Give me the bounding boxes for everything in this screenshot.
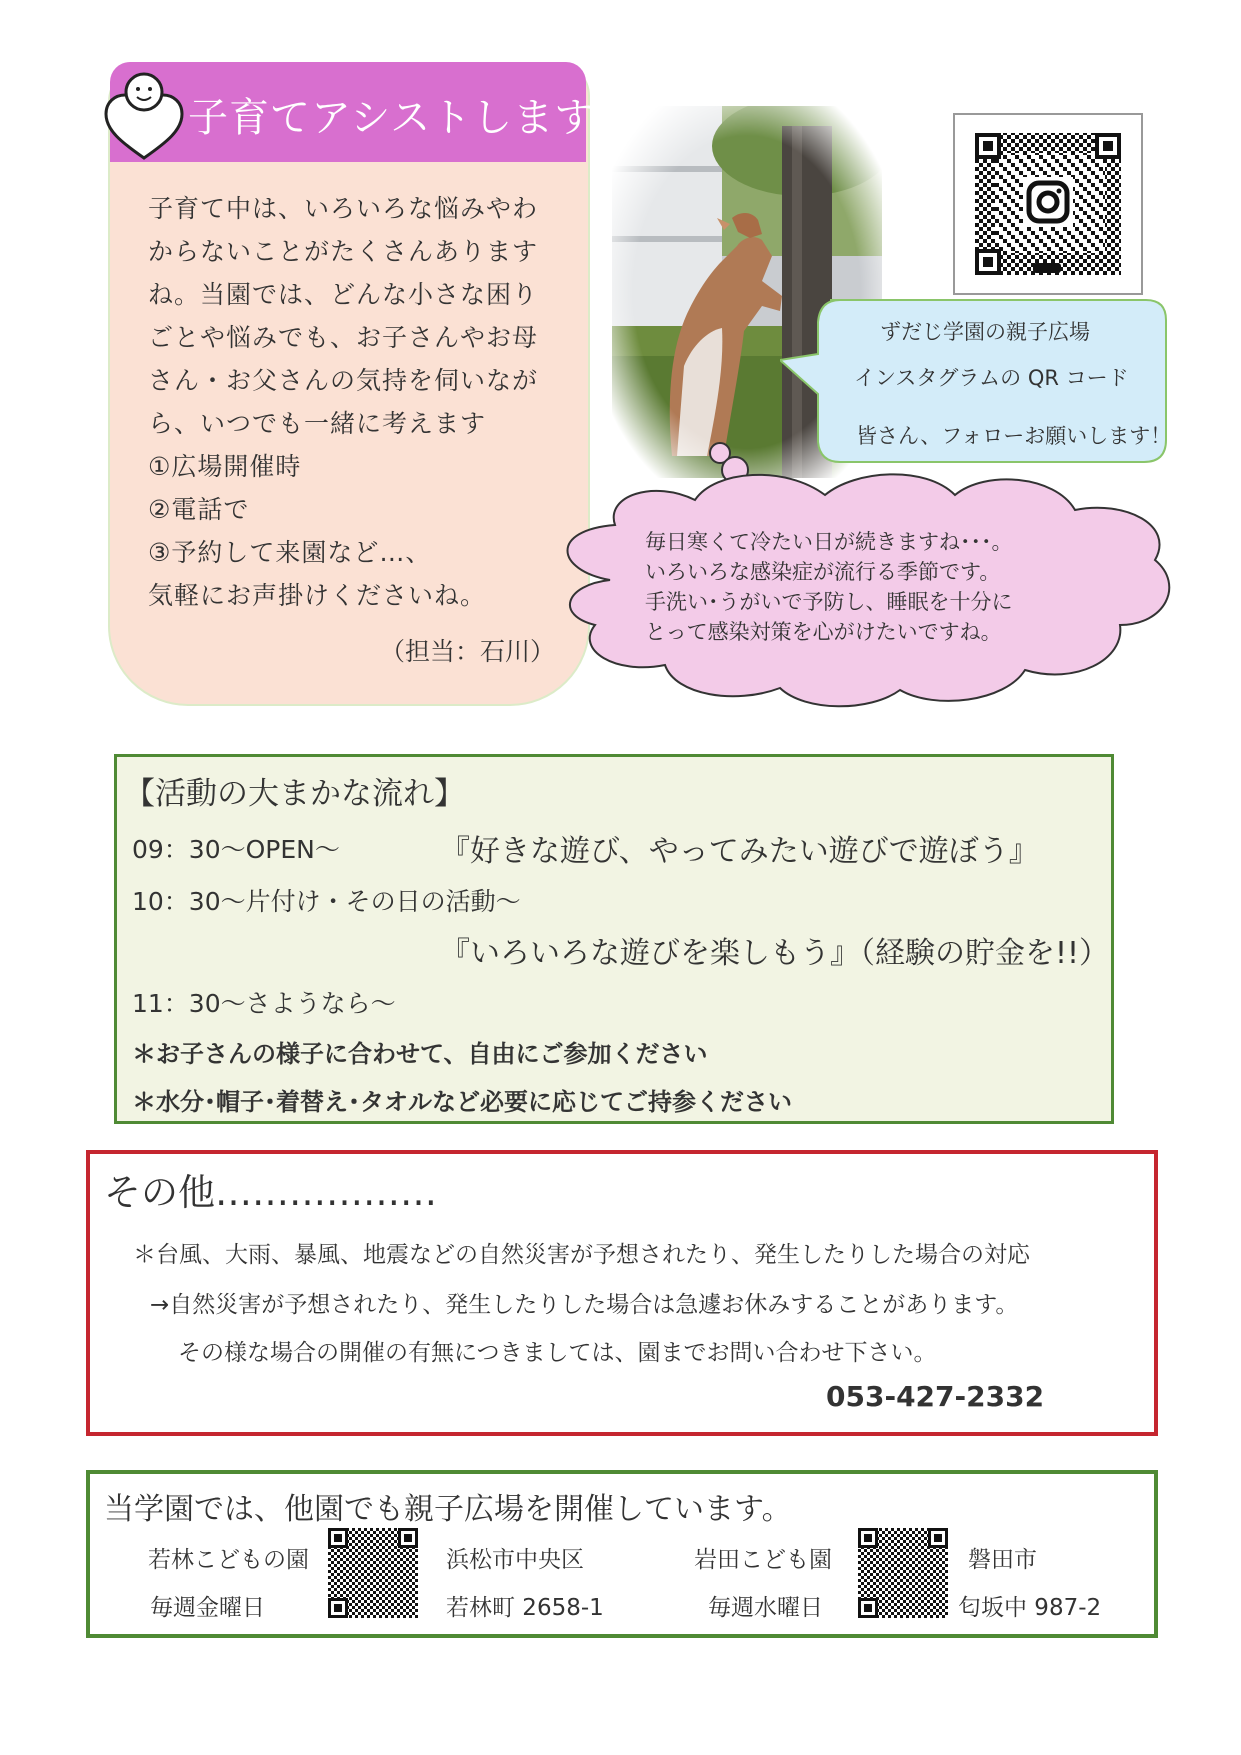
assist-line: 気軽にお声掛けくださいね。 — [148, 581, 487, 610]
cloud-line: とって感染対策を心がけたいですね。 — [645, 620, 1002, 644]
instagram-qr-code — [953, 113, 1143, 295]
venue-address: 若林町 2658-1 — [446, 1595, 604, 1621]
assist-title: 子育てアシストします — [188, 95, 596, 141]
venue-address: 浜松市中央区 — [446, 1547, 584, 1573]
venue-qr-code — [328, 1528, 418, 1618]
other-line: →自然災害が予想されたり、発生したりした場合は急遽お休みすることがあります。 — [150, 1292, 1019, 1318]
activity-note: ＊お子さんの様子に合わせて、自由にご参加ください — [132, 1040, 708, 1068]
venue-name: 若林こどもの園 — [148, 1547, 309, 1573]
venue-name: 岩田こども園 — [694, 1547, 832, 1573]
assist-line: ①広場開催時 — [148, 452, 302, 481]
assist-line: ら、いつでも一緒に考えます — [148, 409, 487, 438]
venue-address: 匂坂中 987-2 — [958, 1595, 1102, 1621]
venue-address: 磐田市 — [968, 1547, 1037, 1573]
venue-day: 毎週水曜日 — [708, 1595, 823, 1621]
cloud-line: 手洗い･うがいで予防し、睡眠を十分に — [645, 590, 1013, 614]
phone-number: 053-427-2332 — [826, 1380, 1045, 1413]
cloud-line: いろいろな感染症が流行る季節です。 — [645, 560, 1001, 584]
speech-line: ずだじ学園の親子広場 — [880, 320, 1090, 344]
venues-heading: 当学園では、他園でも親子広場を開催しています。 — [104, 1492, 792, 1527]
other-heading: その他……………… — [104, 1171, 437, 1214]
assist-line: ③予約して来園など…、 — [148, 538, 432, 567]
activity-description: 『いろいろな遊びを楽しもう』（経験の貯金を!!） — [440, 936, 1110, 971]
other-line: その様な場合の開催の有無につきましては、園までお問い合わせ下さい。 — [178, 1340, 937, 1366]
venue-qr-code — [858, 1528, 948, 1618]
assist-line: ごとや悩みでも、お子さんやお母 — [148, 323, 539, 352]
speech-line: 皆さん、フォローお願いします！ — [856, 424, 1172, 448]
venue-day: 毎週金曜日 — [150, 1595, 265, 1621]
assist-line: ね。当園では、どんな小さな困り — [148, 280, 539, 309]
cloud-line: 毎日寒くて冷たい日が続きますね･･･。 — [645, 530, 1013, 554]
activity-description: 『好きな遊び、やってみたい遊びで遊ぼう』 — [440, 834, 1039, 869]
assist-signature: （担当：石川） — [380, 637, 556, 666]
activity-time: 10：30～片付け・その日の活動～ — [132, 887, 521, 916]
activity-heading: 【活動の大まかな流れ】 — [124, 776, 465, 812]
speech-line: インスタグラムの QR コード — [854, 366, 1129, 390]
assist-line: からないことがたくさんあります — [148, 237, 539, 266]
activity-note: ＊水分･帽子･着替え･タオルなど必要に応じてご持参ください — [132, 1088, 792, 1116]
activity-time: 11：30～さようなら～ — [132, 989, 396, 1018]
other-line: ＊台風、大雨、暴風、地震などの自然災害が予想されたり、発生したりした場合の対応 — [133, 1242, 1030, 1268]
assist-line: 子育て中は、いろいろな悩みやわ — [148, 194, 539, 223]
assist-line: ②電話で — [148, 495, 250, 524]
mascot-heart-icon — [103, 70, 185, 162]
assist-line: さん・お父さんの気持を伺いなが — [148, 366, 539, 395]
activity-time: 09：30～OPEN～ — [132, 835, 340, 864]
